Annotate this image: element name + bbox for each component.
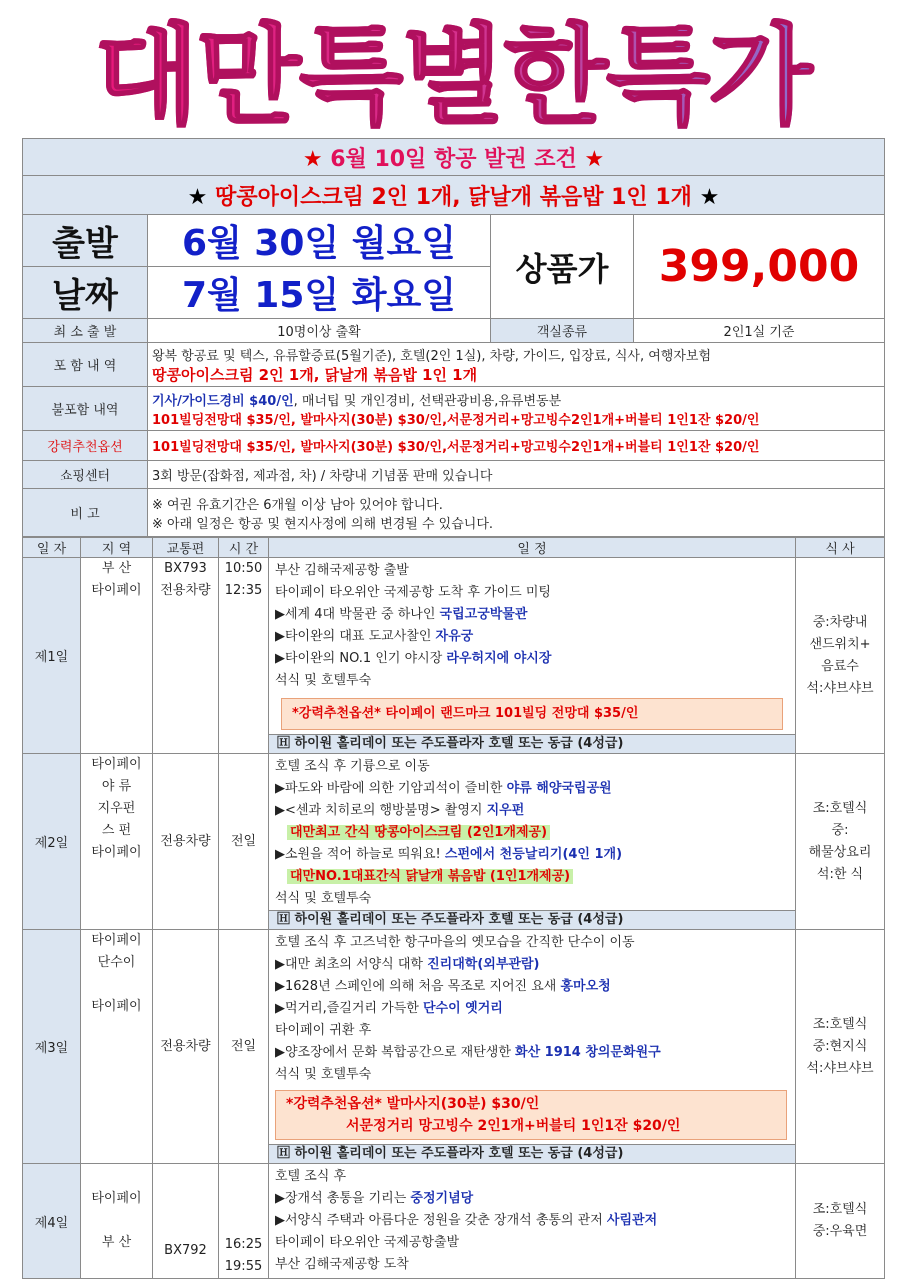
summary-table (22, 138, 885, 537)
include-line-1: 왕복 항공료 및 텍스, 유류할증료(5월기준), 호텔(2인 1실), 차량, 가이드, 입장료, 식사, 여행자보험 (152, 348, 712, 364)
exclude-value (148, 387, 885, 431)
transport-cell: 전용차량 (153, 754, 219, 930)
day-row-2 (23, 754, 885, 930)
option-box: *강력추천옵션* 타이페이 랜드마크 101빌딩 전망대 $35/인 (281, 698, 783, 730)
exclude-guide-fee: 기사/가이드경비 $40/인 (152, 393, 294, 409)
condition-line: ★ 6월 10일 항공 발권 조건 ★ (23, 139, 885, 176)
col-transport: 교통편 (153, 538, 219, 558)
schedule-cell: 호텔 조식 후 고즈넉한 항구마을의 옛모습을 간직한 단수이 이동 ▶대만 최초의 서양식 대학 진리대학(외부관람) ▶1628년 스페인에 의해 처음 목조로 지어진 요새 홍마오청 ▶먹거리,즐길거리 가득한 단수이 옛거리 타이페이 귀환 후 ▶양조장에서 문화 복합공간으로 재탄생한 화산 1914 창의문화원구 석식 및 호텔투숙 *강력추천옵션* 발마사지(30분) $30/인 서문정거리 망고빙수 2인1개+버블티 1인1잔 $20/인 🄷 하이원 홀리데이 또는 주도플라자 호텔 또는 동급 (4성급) (269, 930, 796, 1164)
region-cell: 타이페이 부 산 (81, 1164, 153, 1279)
min-value: 10명이상 출확 (148, 319, 491, 343)
option-label: 강력추천옵션 (23, 431, 148, 461)
highlight-snack: 대만NO.1대표간식 닭날개 볶음밥 (1인1개제공) (287, 869, 573, 884)
schedule-cell: 부산 김해국제공항 출발 타이페이 타오위안 국제공항 도착 후 가이드 미팅 ▶세계 4대 박물관 중 하나인 국립고궁박물관 ▶타이완의 대표 도교사찰인 자유궁 ▶타이완의 NO.1 인기 야시장 라우허지에 야시장 석식 및 호텔투숙 *강력추천옵션* 타이페이 랜드마크 101빌딩 전망대 $35/인 🄷 하이원 홀리데이 또는 주도플라자 호텔 또는 동급 (4성급) (269, 558, 796, 754)
departure-label: 출발 (23, 215, 148, 267)
meal-cell: 조:호텔식 중:현지식 석:샤브샤브 (796, 930, 885, 1164)
option-value: 101빌딩전망대 $35/인, 발마사지(30분) $30/인,서문정거리+망고빙수2인1개+버블티 1인1잔 $20/인 (148, 431, 885, 461)
departure-date-1: 6월 30일 월요일 (148, 215, 491, 267)
room-value: 2인1실 기준 (634, 319, 885, 343)
region-cell: 타이페이 야 류 지우펀 스 펀 타이페이 (81, 754, 153, 930)
shopping-value: 3회 방문(잡화점, 제과점, 차) / 차량내 기념품 판매 있습니다 (148, 461, 885, 489)
meal-cell: 조:호텔식 중: 해물상요리 석:한 식 (796, 754, 885, 930)
departure-date-2: 7월 15일 화요일 (148, 267, 491, 319)
room-label: 객실종류 (491, 319, 634, 343)
hotel-line: 🄷 하이원 홀리데이 또는 주도플라자 호텔 또는 동급 (4성급) (269, 734, 795, 753)
include-value (148, 343, 885, 387)
transport-cell: 전용차량 (153, 930, 219, 1164)
col-meal: 식 사 (796, 538, 885, 558)
region-cell: 부 산 타이페이 (81, 558, 153, 754)
col-time: 시 간 (219, 538, 269, 558)
exclude-label: 불포함 내역 (23, 387, 148, 431)
col-region: 지 역 (81, 538, 153, 558)
banner-title (0, 0, 905, 139)
note-label: 비 고 (23, 489, 148, 537)
day-row-3 (23, 930, 885, 1164)
transport-cell: BX792 (153, 1164, 219, 1279)
hotel-line: 🄷 하이원 홀리데이 또는 주도플라자 호텔 또는 동급 (4성급) (269, 1144, 795, 1163)
note-value (148, 489, 885, 537)
note-line-2: ※ 아래 일정은 항공 및 현지사정에 의해 변경될 수 있습니다. (152, 516, 494, 532)
col-day: 일 자 (23, 538, 81, 558)
time-cell: 전일 (219, 754, 269, 930)
region-cell: 타이페이 단수이 타이페이 (81, 930, 153, 1164)
day-row-4 (23, 1164, 885, 1279)
exclude-line-2: 101빌딩전망대 $35/인, 발마사지(30분) $30/인,서문정거리+망고빙수2인1개+버블티 1인1잔 $20/인 (152, 412, 760, 428)
day-label: 제4일 (23, 1164, 81, 1279)
include-label: 포 함 내 역 (23, 343, 148, 387)
day-label: 제2일 (23, 754, 81, 930)
schedule-cell: 호텔 조식 후 기륭으로 이동 ▶파도와 바람에 의한 기암괴석이 즐비한 야류 해양국립공원 ▶<센과 치히로의 행방불명> 촬영지 지우펀 대만최고 간식 땅콩아이스크림 (2인1개제공) ▶소원을 적어 하늘로 띄워요! 스펀에서 천등날리기(4인 1개) 대만NO.1대표간식 닭날개 볶음밥 (1인1개제공) 석식 및 호텔투숙 🄷 하이원 홀리데이 또는 주도플라자 호텔 또는 동급 (4성급) (269, 754, 796, 930)
time-cell: 16:25 19:55 (219, 1164, 269, 1279)
time-cell: 전일 (219, 930, 269, 1164)
include-line-2: 땅콩아이스크림 2인 1개, 닭날개 볶음밥 1인 1개 (152, 365, 478, 384)
min-label: 최 소 출 발 (23, 319, 148, 343)
day-row-1 (23, 558, 885, 754)
transport-cell: BX793 전용차량 (153, 558, 219, 754)
price-value: 399,000 (634, 215, 885, 319)
hotel-line: 🄷 하이원 홀리데이 또는 주도플라자 호텔 또는 동급 (4성급) (269, 910, 795, 929)
meal-cell: 중:차량내 샌드위치+ 음료수 석:샤브샤브 (796, 558, 885, 754)
itinerary-table (22, 537, 885, 1279)
day-label: 제1일 (23, 558, 81, 754)
departure-label-2: 날짜 (23, 267, 148, 319)
banner-title-text: 대만특별한특가 (94, 0, 810, 144)
exclude-others: , 매너팁 및 개인경비, 선택관광비용,유류변동분 (293, 393, 562, 409)
col-schedule: 일 정 (269, 538, 796, 558)
shopping-label: 쇼핑센터 (23, 461, 148, 489)
time-cell: 10:50 12:35 (219, 558, 269, 754)
schedule-cell: 호텔 조식 후 ▶장개석 총통을 기리는 중정기념당 ▶서양식 주택과 아름다운 정원을 갖춘 장개석 총통의 관저 사림관저 타이페이 타오위안 국제공항출발 부산 김해국제공항 도착 (269, 1164, 796, 1279)
gift-line: ★ 땅콩아이스크림 2인 1개, 닭날개 볶음밥 1인 1개 ★ (23, 176, 885, 215)
meal-cell: 조:호텔식 중:우육면 (796, 1164, 885, 1279)
price-label: 상품가 (491, 215, 634, 319)
note-line-1: ※ 여권 유효기간은 6개월 이상 남아 있어야 합니다. (152, 497, 443, 513)
day-label: 제3일 (23, 930, 81, 1164)
option-box: *강력추천옵션* 발마사지(30분) $30/인 서문정거리 망고빙수 2인1개+버블티 1인1잔 $20/인 (275, 1090, 787, 1140)
highlight-snack: 대만최고 간식 땅콩아이스크림 (2인1개제공) (287, 825, 550, 840)
